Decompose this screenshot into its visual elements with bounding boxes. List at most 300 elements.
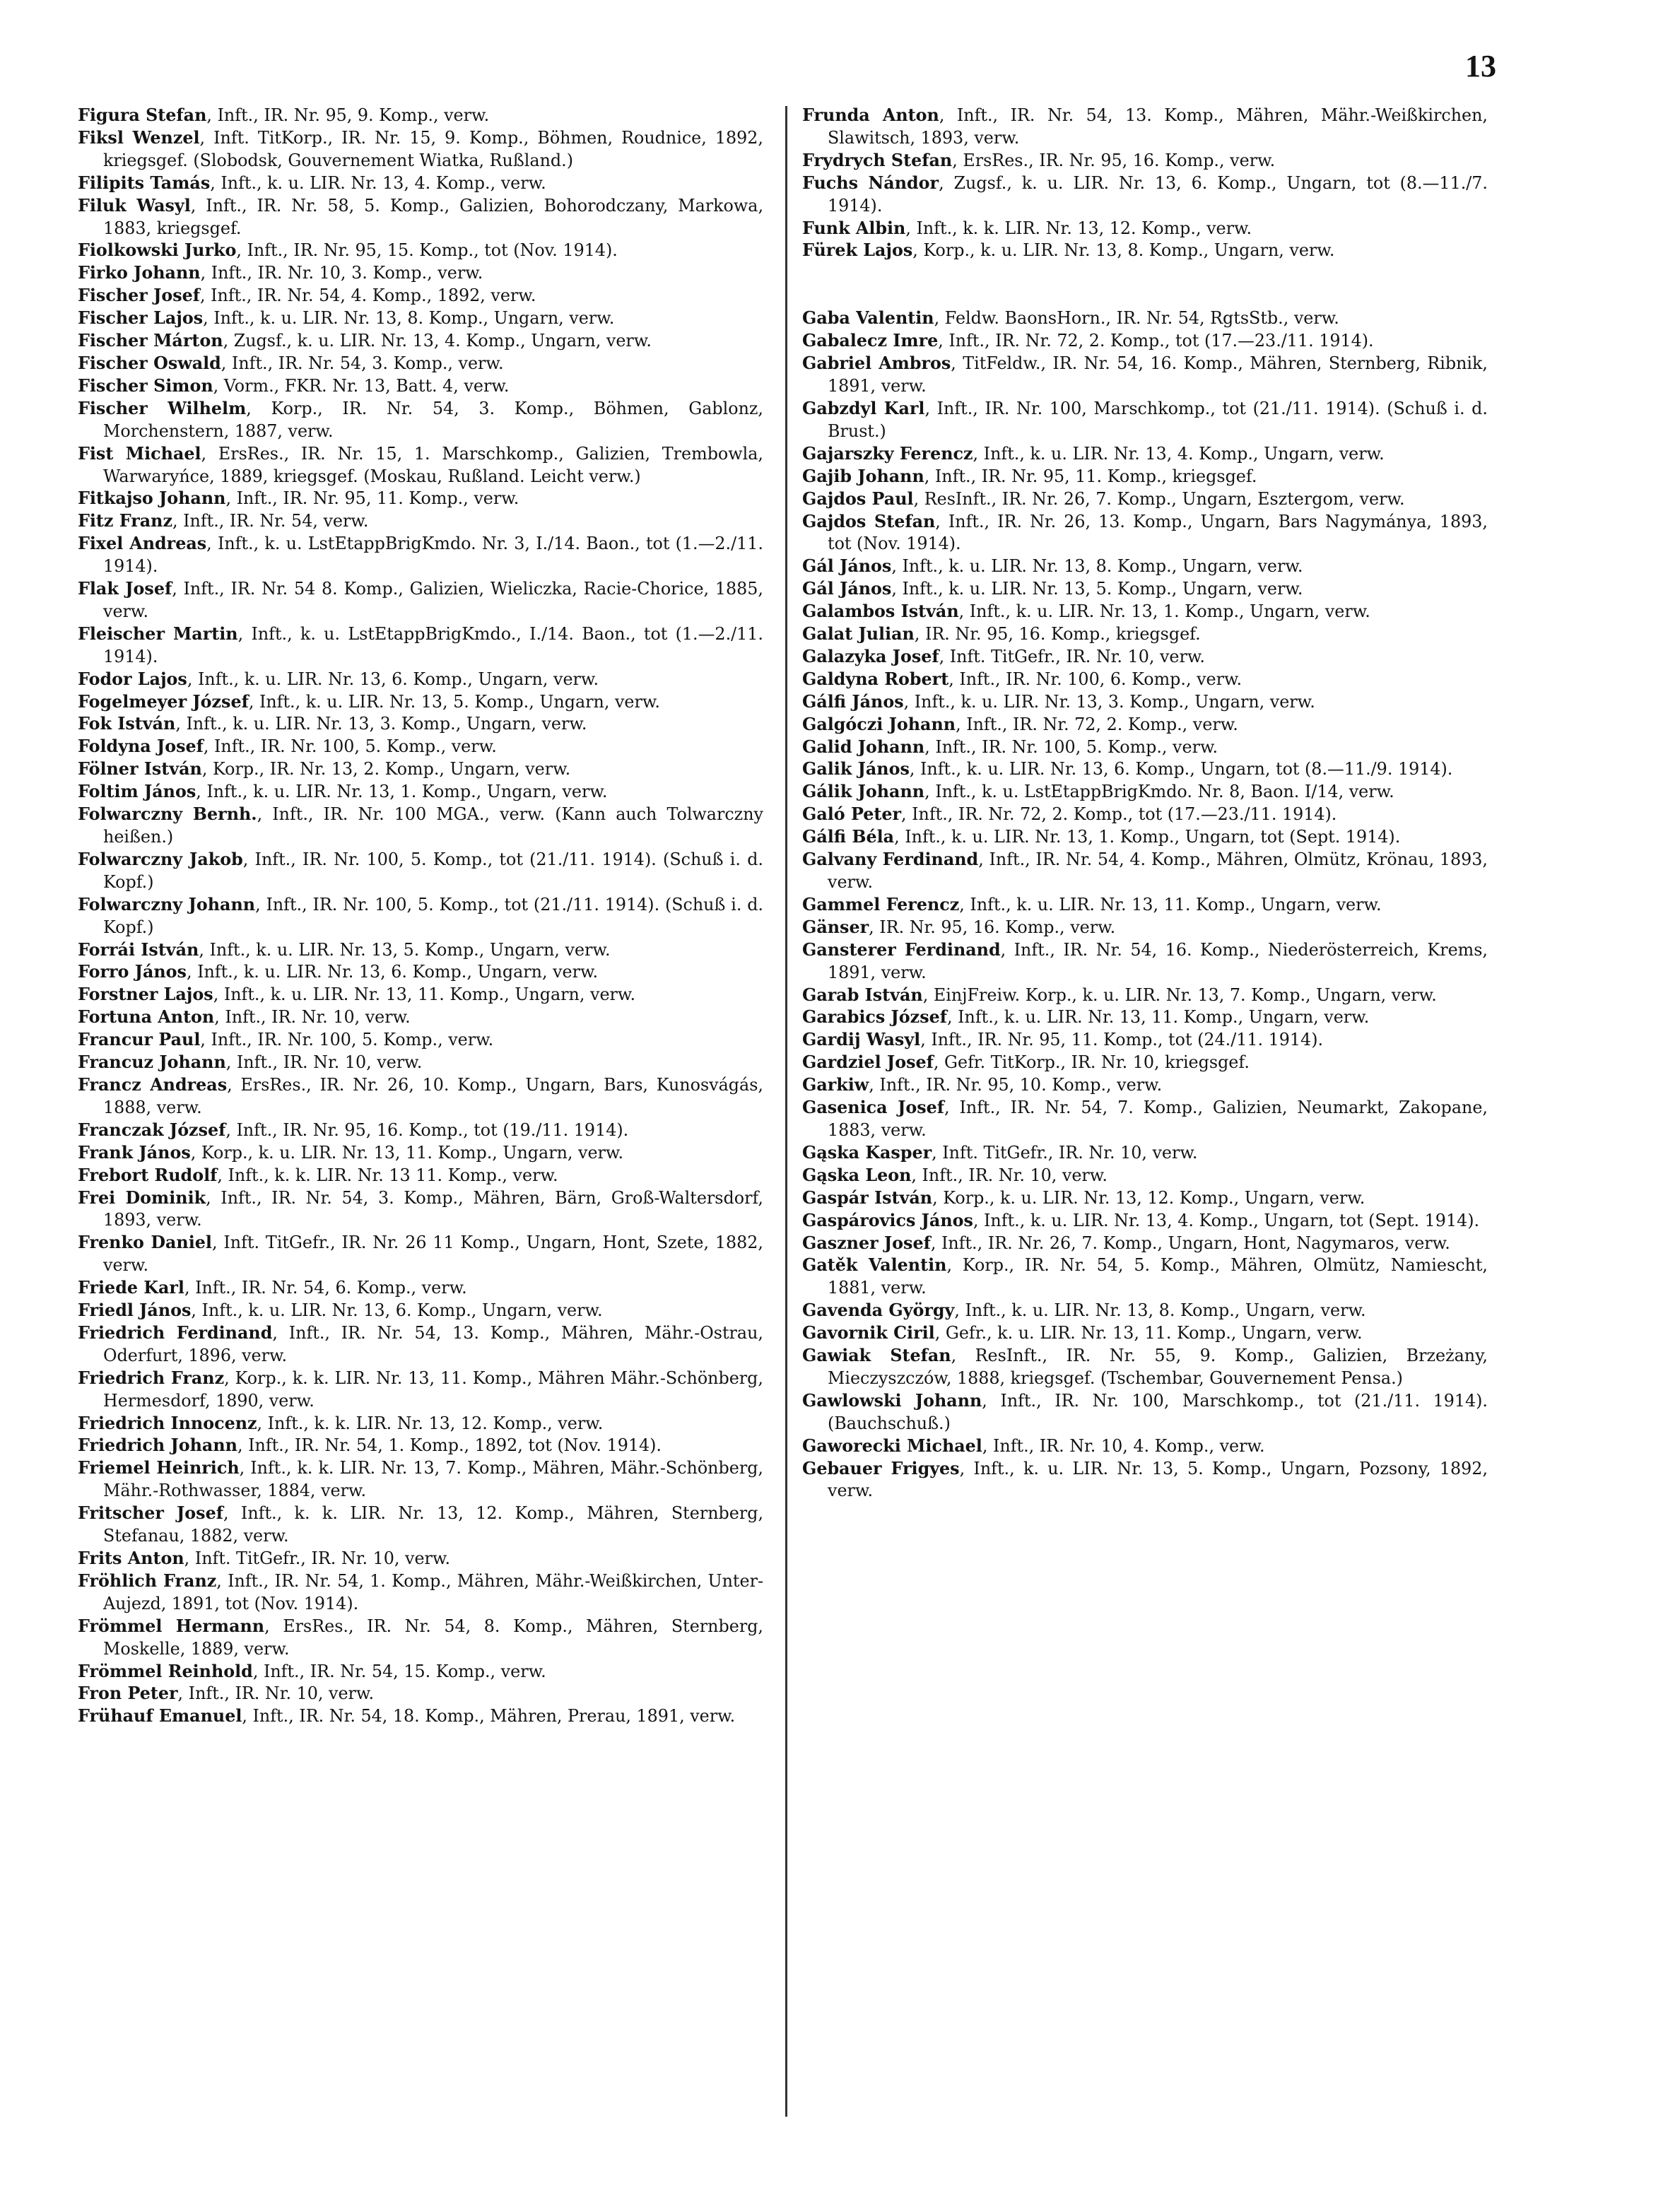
entry-details: , Inft., IR. Nr. 58, 5. Komp., Galizien, Bohorodczany, Markowa, 1883, kriegsgef. — [103, 195, 763, 238]
entry-name: Fuchs Nándor — [802, 172, 939, 193]
entry-name: Gaba Valentin — [802, 308, 934, 329]
right-column — [802, 105, 1488, 1503]
roster-entry — [802, 1006, 1488, 1029]
roster-entry — [78, 262, 763, 285]
entry-name: Gál János — [802, 579, 892, 599]
roster-entry — [802, 353, 1488, 398]
entry-details: , Inft., IR. Nr. 95, 11. Komp., verw. — [225, 488, 519, 509]
entry-name: Folwarczny Johann — [78, 894, 256, 915]
roster-entry — [78, 1548, 763, 1570]
entry-name: Frebort Rudolf — [78, 1165, 218, 1185]
roster-entry — [802, 1435, 1488, 1458]
entry-details: , Inft., IR. Nr. 10, verw. — [177, 1683, 375, 1704]
roster-entry — [78, 1413, 763, 1435]
entry-details: , Inft., IR. Nr. 100, 5. Komp., verw. — [203, 736, 497, 757]
entry-details: , Zugsf., k. u. LIR. Nr. 13, 4. Komp., Ungarn, verw. — [223, 331, 652, 351]
entry-details: , ErsRes., IR. Nr. 15, 1. Marschkomp., Galizien, Trembowla, Warwaryńce, 1889, kriegsgef. (Moskau, Rußland. Leicht verw.) — [103, 443, 763, 486]
entry-details: , Inft., k. u. LIR. Nr. 13, 1. Komp., Ungarn, tot (Sept. 1914). — [894, 827, 1401, 847]
entry-details: , Inft. TitGefr., IR. Nr. 10, verw. — [184, 1548, 451, 1568]
entry-name: Fitkajso Johann — [78, 488, 226, 509]
entry-name: Gavenda György — [802, 1300, 955, 1321]
entry-details: , Inft., k. u. LIR. Nr. 13, 1. Komp., Ungarn, verw. — [196, 782, 608, 802]
roster-entry — [802, 578, 1488, 601]
entry-details: , Inft., IR. Nr. 95, 9. Komp., verw. — [206, 105, 490, 125]
entry-name: Frömmel Hermann — [78, 1616, 265, 1636]
entry-name: Forrái István — [78, 939, 199, 960]
entry-name: Fortuna Anton — [78, 1007, 215, 1028]
roster-entry — [802, 105, 1488, 150]
entry-details: , IR. Nr. 95, 16. Komp., kriegsgef. — [914, 624, 1201, 645]
roster-entry — [78, 1006, 763, 1029]
entry-name: Gabalecz Imre — [802, 331, 939, 351]
roster-entry — [802, 1165, 1488, 1187]
entry-name: Friedrich Ferdinand — [78, 1322, 273, 1343]
entry-details: , Inft., IR. Nr. 100, Marschkomp., tot (21./11. 1914). (Schuß i. d. Brust.) — [828, 398, 1488, 441]
entry-name: Gammel Ferencz — [802, 894, 960, 915]
roster-entry — [802, 1322, 1488, 1345]
entry-name: Gálfi Béla — [802, 827, 895, 847]
entry-name: Friedrich Franz — [78, 1368, 225, 1388]
entry-details: , Inft., k. u. LIR. Nr. 13, 6. Komp., Ungarn, tot (8.—11./9. 1914). — [909, 759, 1453, 780]
roster-entry — [802, 781, 1488, 804]
entry-name: Friedrich Johann — [78, 1435, 237, 1456]
entry-name: Fiksl Wenzel — [78, 127, 200, 148]
entry-details: , Inft., k. k. LIR. Nr. 13, 12. Komp., verw. — [905, 218, 1252, 238]
roster-entry — [78, 533, 763, 578]
entry-name: Galat Julian — [802, 624, 915, 645]
entry-name: Frank János — [78, 1142, 191, 1163]
entry-details: , Inft., k. k. LIR. Nr. 13, 7. Komp., Mähren, Mähr.-Schönberg, Mähr.-Rothwasser, 1884, verw. — [103, 1458, 763, 1501]
roster-entry — [802, 1052, 1488, 1074]
entry-details: , Inft. TitGefr., IR. Nr. 26 11 Komp., Ungarn, Hont, Szete, 1882, verw. — [103, 1233, 763, 1276]
roster-entry — [802, 1345, 1488, 1390]
entry-name: Gajarszky Ferencz — [802, 443, 973, 464]
roster-entry — [78, 1277, 763, 1300]
entry-details: , Korp., k. u. LIR. Nr. 13, 8. Komp., Ungarn, verw. — [912, 240, 1335, 261]
entry-details: , Inft., k. u. LIR. Nr. 13, 4. Komp., verw. — [210, 172, 546, 193]
entry-name: Francuz Johann — [78, 1052, 226, 1073]
entry-name: Flak Josef — [78, 579, 172, 599]
entry-name: Gabriel Ambros — [802, 353, 951, 374]
entry-details: , Gefr. TitKorp., IR. Nr. 10, kriegsgef. — [933, 1052, 1250, 1073]
entry-details: , Inft., k. u. LIR. Nr. 13, 5. Komp., Ungarn, verw. — [248, 691, 660, 712]
entry-name: Fogelmeyer József — [78, 691, 249, 712]
roster-entry — [78, 894, 763, 939]
entry-name: Gálik Johann — [802, 782, 925, 802]
roster-entry — [78, 1616, 763, 1661]
roster-entry — [78, 105, 763, 127]
roster-entry — [802, 172, 1488, 218]
roster-entry — [802, 1233, 1488, 1255]
roster-entry — [78, 961, 763, 984]
entry-details: , Inft., k. u. LIR. Nr. 13, 8. Komp., Ungarn, verw. — [203, 308, 615, 329]
roster-entry — [78, 398, 763, 443]
entry-details: , Feldw. BaonsHorn., IR. Nr. 54, RgtsStb., verw. — [934, 308, 1339, 329]
roster-entry — [78, 1119, 763, 1142]
entry-name: Gardij Wasyl — [802, 1030, 921, 1050]
entry-details: , Inft., IR. Nr. 10, verw. — [225, 1052, 423, 1073]
entry-details: , Korp., IR. Nr. 13, 2. Komp., Ungarn, verw. — [201, 759, 571, 780]
entry-details: , Inft., IR. Nr. 54, 4. Komp., 1892, verw. — [200, 286, 536, 306]
roster-entry — [802, 601, 1488, 623]
roster-entry — [78, 195, 763, 240]
entry-details: , Inft., IR. Nr. 26, 13. Komp., Ungarn, Bars Nagymánya, 1893, tot (Nov. 1914). — [828, 511, 1488, 554]
entry-details: , Inft., k. u. LIR. Nr. 13, 1. Komp., Ungarn, verw. — [958, 601, 1370, 622]
entry-name: Forstner Lajos — [78, 984, 213, 1005]
entry-details: , EinjFreiw. Korp., k. u. LIR. Nr. 13, 7. Komp., Ungarn, verw. — [922, 984, 1437, 1005]
entry-details: , Inft., IR. Nr. 95, 10. Komp., verw. — [869, 1075, 1163, 1095]
entry-name: Fixel Andreas — [78, 534, 207, 554]
entry-name: Fröhlich Franz — [78, 1570, 217, 1591]
roster-entry — [802, 443, 1488, 466]
entry-details: , Korp., k. u. LIR. Nr. 13, 11. Komp., Ungarn, verw. — [190, 1142, 624, 1163]
entry-details: , Inft., IR. Nr. 100, 5. Komp., tot (21./11. 1914). (Schuß i. d. Kopf.) — [103, 849, 763, 892]
entry-details: , TitFeldw., IR. Nr. 54, 16. Komp., Mähren, Sternberg, Ribnik, 1891, verw. — [828, 353, 1488, 396]
column-divider — [785, 106, 787, 2117]
roster-entry — [78, 1165, 763, 1187]
entry-name: Forro János — [78, 962, 187, 982]
roster-entry — [78, 172, 763, 195]
entry-name: Folwarczny Jakob — [78, 849, 243, 869]
roster-entry — [802, 849, 1488, 894]
entry-details: , Inft., IR. Nr. 100, 5. Komp., verw. — [200, 1030, 494, 1050]
entry-details: , Inft., k. u. LIR. Nr. 13, 11. Komp., Ungarn, verw. — [213, 984, 636, 1005]
roster-entry — [78, 1661, 763, 1683]
roster-entry — [78, 758, 763, 781]
entry-details: , Inft., IR. Nr. 54, 13. Komp., Mähren, Mähr.-Ostrau, Oderfurt, 1896, verw. — [103, 1322, 763, 1365]
entry-details: , IR. Nr. 95, 16. Komp., verw. — [869, 917, 1116, 937]
roster-entry — [802, 1074, 1488, 1097]
entry-details: , Vorm., FKR. Nr. 13, Batt. 4, verw. — [213, 375, 510, 396]
entry-details: , Inft., IR. Nr. 100, 5. Komp., verw. — [924, 736, 1218, 757]
entry-details: , ResInft., IR. Nr. 55, 9. Komp., Galizien, Brzeżany, Mieczyszczów, 1888, kriegsgef. (Tschembar, Gouvernement Pensa.) — [828, 1346, 1488, 1388]
entry-details: , Inft., IR. Nr. 95, 16. Komp., tot (19./11. 1914). — [225, 1119, 629, 1140]
entry-name: Gänser — [802, 917, 869, 937]
entry-details: , Inft., IR. Nr. 100 MGA., verw. (Kann auch Tolwarczny heißen.) — [103, 804, 763, 847]
roster-entry — [78, 510, 763, 533]
entry-details: , Inft., k. u. LstEtappBrigKmdo., I./14. Baon., tot (1.—2./11. 1914). — [103, 623, 763, 666]
entry-details: , Gefr., k. u. LIR. Nr. 13, 11. Komp., Ungarn, verw. — [934, 1323, 1363, 1343]
entry-name: Gąska Kasper — [802, 1142, 932, 1163]
entry-details: , Korp., k. k. LIR. Nr. 13, 11. Komp., Mähren Mähr.-Schönberg, Hermesdorf, 1890, verw. — [103, 1368, 763, 1411]
entry-name: Galgóczi Johann — [802, 714, 956, 734]
roster-entry — [802, 150, 1488, 172]
entry-details: , Inft., IR. Nr. 100, 6. Komp., verw. — [948, 669, 1243, 689]
entry-name: Friede Karl — [78, 1278, 184, 1298]
entry-details: , Inft., k. u. LIR. Nr. 13, 3. Komp., Ungarn, verw. — [903, 691, 1315, 712]
entry-details: , Inft., IR. Nr. 54, verw. — [172, 511, 369, 531]
entry-name: Gaszner Josef — [802, 1233, 931, 1253]
entry-details: , Inft., IR. Nr. 100, 5. Komp., tot (21./11. 1914). (Schuß i. d. Kopf.) — [103, 894, 763, 937]
roster-entry — [802, 488, 1488, 511]
entry-details: , Inft., IR. Nr. 54, 1. Komp., 1892, tot (Nov. 1914). — [237, 1435, 662, 1456]
entry-details: , Inft., k. u. LIR. Nr. 13, 3. Komp., Ungarn, verw. — [175, 714, 587, 734]
entry-details: , Inft., k. u. LstEtappBrigKmdo. Nr. 8, Baon. I/14, verw. — [924, 782, 1394, 802]
roster-entry — [802, 623, 1488, 646]
entry-name: Fleischer Martin — [78, 623, 238, 644]
roster-entry — [802, 511, 1488, 556]
entry-name: Friemel Heinrich — [78, 1458, 240, 1478]
entry-name: Gajdos Stefan — [802, 511, 936, 531]
roster-entry — [78, 285, 763, 307]
entry-name: Fischer Lajos — [78, 308, 204, 329]
roster-entry — [78, 1232, 763, 1277]
entry-details: , Inft., IR. Nr. 54, 1. Komp., Mähren, Mähr.-Weißkirchen, Unter-Aujezd, 1891, tot (Nov. 1914). — [103, 1570, 763, 1613]
roster-entry — [802, 669, 1488, 691]
entry-details: , Korp., IR. Nr. 54, 3. Komp., Böhmen, Gablonz, Morchenstern, 1887, verw. — [103, 398, 763, 441]
entry-details: , Inft., IR. Nr. 54, 4. Komp., Mähren, Olmütz, Krönau, 1893, verw. — [828, 849, 1488, 892]
roster-entry — [802, 1458, 1488, 1503]
entry-details: , Inft., k. u. LIR. Nr. 13, 8. Komp., Ungarn, verw. — [891, 556, 1303, 577]
entry-name: Garkiw — [802, 1075, 869, 1095]
entry-details: , Inft., IR. Nr. 54, 18. Komp., Mähren, Prerau, 1891, verw. — [242, 1706, 736, 1727]
entry-name: Fist Michael — [78, 443, 201, 464]
entry-name: Filuk Wasyl — [78, 195, 191, 216]
entry-name: Frei Dominik — [78, 1187, 206, 1208]
roster-entry — [78, 1705, 763, 1728]
entry-name: Frydrych Stefan — [802, 150, 953, 170]
entry-name: Gąska Leon — [802, 1165, 912, 1185]
roster-entry — [78, 1029, 763, 1052]
entry-name: Folwarczny Bernh. — [78, 804, 257, 825]
roster-entry — [78, 240, 763, 262]
entry-name: Gaworecki Michael — [802, 1435, 982, 1456]
entry-name: Galambos István — [802, 601, 959, 622]
entry-details: , Inft., IR. Nr. 10, 4. Komp., verw. — [982, 1435, 1265, 1456]
roster-entry — [802, 1390, 1488, 1435]
roster-entry — [78, 1368, 763, 1413]
roster-entry — [78, 691, 763, 714]
entry-name: Gansterer Ferdinand — [802, 939, 1001, 960]
entry-name: Friedrich Innocenz — [78, 1413, 257, 1433]
entry-name: Galvany Ferdinand — [802, 849, 979, 870]
entry-name: Gaspár István — [802, 1187, 933, 1208]
entry-details: , Inft., IR. Nr. 100, Marschkomp., tot (21./11. 1914). (Bauchschuß.) — [828, 1390, 1488, 1433]
roster-entry — [802, 240, 1488, 262]
entry-details: , ResInft., IR. Nr. 26, 7. Komp., Ungarn, Esztergom, verw. — [913, 488, 1405, 509]
entry-details: , Inft., k. k. LIR. Nr. 13, 12. Komp., Mähren, Sternberg, Stefanau, 1882, verw. — [103, 1503, 763, 1546]
entry-name: Fischer Wilhelm — [78, 398, 247, 418]
entry-details: , Inft., k. u. LstEtappBrigKmdo. Nr. 3, I./14. Baon., tot (1.—2./11. 1914). — [103, 534, 763, 577]
roster-entry — [802, 826, 1488, 849]
roster-entry — [78, 443, 763, 488]
entry-name: Fischer Josef — [78, 286, 200, 306]
entry-details: , Inft., k. u. LIR. Nr. 13, 5. Komp., Ungarn, Pozsony, 1892, verw. — [828, 1458, 1488, 1501]
entry-details: , Inft., IR. Nr. 95, 11. Komp., kriegsgef. — [924, 466, 1257, 486]
entry-details: , Inft., IR. Nr. 72, 2. Komp., verw. — [956, 714, 1238, 734]
entry-name: Funk Albin — [802, 218, 906, 238]
page-number: 13 — [1465, 49, 1496, 83]
roster-entry — [78, 669, 763, 691]
roster-entry — [78, 939, 763, 962]
entry-details: , Inft., IR. Nr. 26, 7. Komp., Ungarn, Hont, Nagymaros, verw. — [930, 1233, 1450, 1253]
roster-entry — [802, 894, 1488, 917]
entry-name: Gál János — [802, 556, 892, 577]
entry-details: , Inft., IR. Nr. 10, verw. — [911, 1165, 1108, 1185]
entry-name: Gálfi János — [802, 691, 904, 712]
entry-name: Fischer Simon — [78, 375, 213, 396]
roster-entry — [802, 939, 1488, 984]
entry-name: Francz Andreas — [78, 1074, 228, 1095]
entry-name: Fitz Franz — [78, 511, 172, 531]
entry-details: , Inft. TitGefr., IR. Nr. 10, verw. — [932, 1142, 1198, 1163]
entry-name: Foldyna Josef — [78, 736, 204, 757]
entry-name: Gaspárovics János — [802, 1210, 973, 1230]
entry-name: Galazyka Josef — [802, 646, 939, 666]
roster-entry — [78, 1570, 763, 1616]
entry-details: , ErsRes., IR. Nr. 26, 10. Komp., Ungarn, Bars, Kunosvágás, 1888, verw. — [103, 1074, 763, 1117]
entry-name: Gebauer Frigyes — [802, 1458, 960, 1478]
entry-name: Gajib Johann — [802, 466, 924, 486]
entry-details: , Inft., IR. Nr. 54, 7. Komp., Galizien, Neumarkt, Zakopane, 1883, verw. — [828, 1098, 1488, 1140]
roster-entry — [802, 917, 1488, 939]
roster-entry — [78, 623, 763, 669]
roster-entry — [802, 1300, 1488, 1322]
entry-details: , Korp., IR. Nr. 54, 5. Komp., Mähren, Olmütz, Namiescht, 1881, verw. — [828, 1255, 1488, 1298]
entry-details: , Inft. TitGefr., IR. Nr. 10, verw. — [939, 646, 1205, 666]
entry-name: Fiolkowski Jurko — [78, 240, 237, 261]
roster-entry — [802, 307, 1488, 330]
entry-name: Galdyna Robert — [802, 669, 949, 689]
roster-entry — [78, 1052, 763, 1074]
roster-entry — [78, 1683, 763, 1705]
roster-entry — [802, 398, 1488, 443]
entry-details: , Inft., IR. Nr. 54 8. Komp., Galizien, Wieliczka, Racie-Chorice, 1885, verw. — [103, 579, 763, 621]
entry-details: , ErsRes., IR. Nr. 54, 8. Komp., Mähren, Sternberg, Moskelle, 1889, verw. — [103, 1616, 763, 1659]
roster-entry — [78, 1322, 763, 1368]
roster-entry — [78, 736, 763, 758]
roster-entry — [78, 804, 763, 849]
entry-name: Fritscher Josef — [78, 1503, 223, 1524]
roster-entry — [802, 218, 1488, 240]
roster-entry — [802, 646, 1488, 669]
left-column — [78, 105, 763, 1728]
entry-details: , Inft., IR. Nr. 95, 15. Komp., tot (Nov. 1914). — [236, 240, 618, 261]
entry-name: Garabics József — [802, 1007, 947, 1028]
roster-entry — [802, 1097, 1488, 1142]
entry-details: , Inft., IR. Nr. 95, 11. Komp., tot (24./11. 1914). — [920, 1030, 1324, 1050]
entry-details: , Inft., k. u. LIR. Nr. 13, 4. Komp., Ungarn, verw. — [973, 443, 1385, 464]
entry-details: , Inft., k. u. LIR. Nr. 13, 11. Komp., Ungarn, verw. — [959, 894, 1382, 915]
roster-entry — [78, 849, 763, 894]
entry-details: , Inft., IR. Nr. 10, 3. Komp., verw. — [200, 263, 483, 283]
roster-entry — [78, 713, 763, 736]
roster-entry — [78, 330, 763, 353]
roster-entry — [78, 353, 763, 375]
roster-entry — [78, 375, 763, 398]
roster-entry — [802, 1254, 1488, 1300]
entry-name: Fron Peter — [78, 1683, 178, 1704]
entry-details: , Zugsf., k. u. LIR. Nr. 13, 6. Komp., Ungarn, tot (8.—11./7. 1914). — [828, 172, 1488, 216]
roster-entry — [78, 781, 763, 804]
entry-name: Firko Johann — [78, 263, 201, 283]
roster-entry — [78, 1457, 763, 1503]
entry-name: Fodor Lajos — [78, 669, 187, 689]
entry-name: Franczak József — [78, 1119, 226, 1140]
entry-details: , Inft., IR. Nr. 54, 6. Komp., verw. — [184, 1278, 467, 1298]
roster-entry — [802, 758, 1488, 781]
section-gap — [802, 262, 1488, 307]
entry-name: Fok István — [78, 714, 176, 734]
roster-entry — [78, 307, 763, 330]
roster-entry — [802, 714, 1488, 736]
roster-entry — [802, 330, 1488, 353]
entry-details: , Inft., IR. Nr. 54, 3. Komp., Mähren, Bärn, Groß-Waltersdorf, 1893, verw. — [103, 1187, 763, 1230]
roster-entry — [78, 1300, 763, 1322]
entry-name: Frits Anton — [78, 1548, 184, 1568]
entry-details: , Inft., IR. Nr. 54, 3. Komp., verw. — [221, 353, 504, 373]
entry-name: Galik János — [802, 759, 910, 780]
roster-entry — [802, 1210, 1488, 1233]
entry-name: Figura Stefan — [78, 105, 207, 125]
entry-name: Francur Paul — [78, 1030, 201, 1050]
roster-entry — [78, 127, 763, 172]
entry-details: , Inft., IR. Nr. 54, 15. Komp., verw. — [252, 1661, 546, 1681]
entry-name: Fischer Oswald — [78, 353, 221, 373]
entry-details: , Inft., k. k. LIR. Nr. 13, 12. Komp., verw. — [257, 1413, 604, 1433]
roster-entry — [802, 984, 1488, 1007]
entry-details: , Inft., IR. Nr. 10, verw. — [214, 1007, 411, 1028]
roster-entry — [78, 1187, 763, 1233]
entry-details: , Inft. TitKorp., IR. Nr. 15, 9. Komp., Böhmen, Roudnice, 1892, kriegsgef. (Slobodsk, Gouvernement Wiatka, Rußland.) — [103, 127, 763, 170]
entry-details: , ErsRes., IR. Nr. 95, 16. Komp., verw. — [952, 150, 1276, 170]
entry-details: , Inft., IR. Nr. 54, 13. Komp., Mähren, Mähr.-Weißkirchen, Slawitsch, 1893, verw. — [828, 105, 1488, 148]
entry-name: Friedl János — [78, 1300, 192, 1321]
entry-details: , Inft., k. u. LIR. Nr. 13, 5. Komp., Ungarn, verw. — [891, 579, 1303, 599]
roster-entry — [78, 1503, 763, 1548]
roster-entry — [78, 1074, 763, 1119]
entry-name: Foltim János — [78, 782, 196, 802]
entry-name: Gatěk Valentin — [802, 1255, 947, 1276]
entry-name: Frühauf Emanuel — [78, 1706, 242, 1727]
entry-name: Frömmel Reinhold — [78, 1661, 253, 1681]
entry-name: Garab István — [802, 984, 923, 1005]
entry-name: Gardziel Josef — [802, 1052, 934, 1073]
entry-name: Gawiak Stefan — [802, 1346, 951, 1366]
entry-details: , Inft., IR. Nr. 72, 2. Komp., tot (17.—23./11. 1914). — [938, 331, 1374, 351]
entry-name: Filipits Tamás — [78, 172, 211, 193]
entry-details: , Inft., k. u. LIR. Nr. 13, 6. Komp., Ungarn, verw. — [187, 669, 599, 689]
roster-entry — [802, 466, 1488, 488]
roster-entry — [78, 1435, 763, 1457]
roster-entry — [802, 804, 1488, 826]
entry-details: , Inft., IR. Nr. 72, 2. Komp., tot (17.—23./11. 1914). — [901, 804, 1337, 825]
entry-details: , Inft., k. u. LIR. Nr. 13, 4. Komp., Ungarn, tot (Sept. 1914). — [973, 1210, 1480, 1230]
entry-details: , Inft., k. k. LIR. Nr. 13 11. Komp., verw. — [217, 1165, 558, 1185]
entry-details: , Inft., k. u. LIR. Nr. 13, 6. Komp., Ungarn, verw. — [191, 1300, 603, 1321]
entry-name: Gasenica Josef — [802, 1098, 945, 1118]
roster-entry — [802, 1187, 1488, 1210]
entry-details: , Inft., IR. Nr. 54, 16. Komp., Niederösterreich, Krems, 1891, verw. — [828, 939, 1488, 982]
roster-entry — [78, 1142, 763, 1165]
roster-entry — [802, 1029, 1488, 1052]
entry-name: Fölner István — [78, 759, 202, 780]
entry-details: , Inft., k. u. LIR. Nr. 13, 8. Komp., Ungarn, verw. — [954, 1300, 1366, 1321]
roster-entry — [802, 1142, 1488, 1165]
roster-entry — [78, 578, 763, 623]
roster-entry — [78, 984, 763, 1006]
entry-details: , Inft., k. u. LIR. Nr. 13, 6. Komp., Ungarn, verw. — [186, 962, 599, 982]
roster-entry — [802, 555, 1488, 578]
entry-details: , Inft., k. u. LIR. Nr. 13, 5. Komp., Ungarn, verw. — [199, 939, 611, 960]
entry-name: Gajdos Paul — [802, 488, 914, 509]
entry-name: Fürek Lajos — [802, 240, 913, 261]
entry-name: Galó Peter — [802, 804, 902, 825]
entry-details: , Korp., k. u. LIR. Nr. 13, 12. Komp., Ungarn, verw. — [932, 1187, 1365, 1208]
entry-name: Galid Johann — [802, 736, 925, 757]
entry-name: Fischer Márton — [78, 331, 223, 351]
entry-details: , Inft., k. u. LIR. Nr. 13, 11. Komp., Ungarn, verw. — [946, 1007, 1370, 1028]
